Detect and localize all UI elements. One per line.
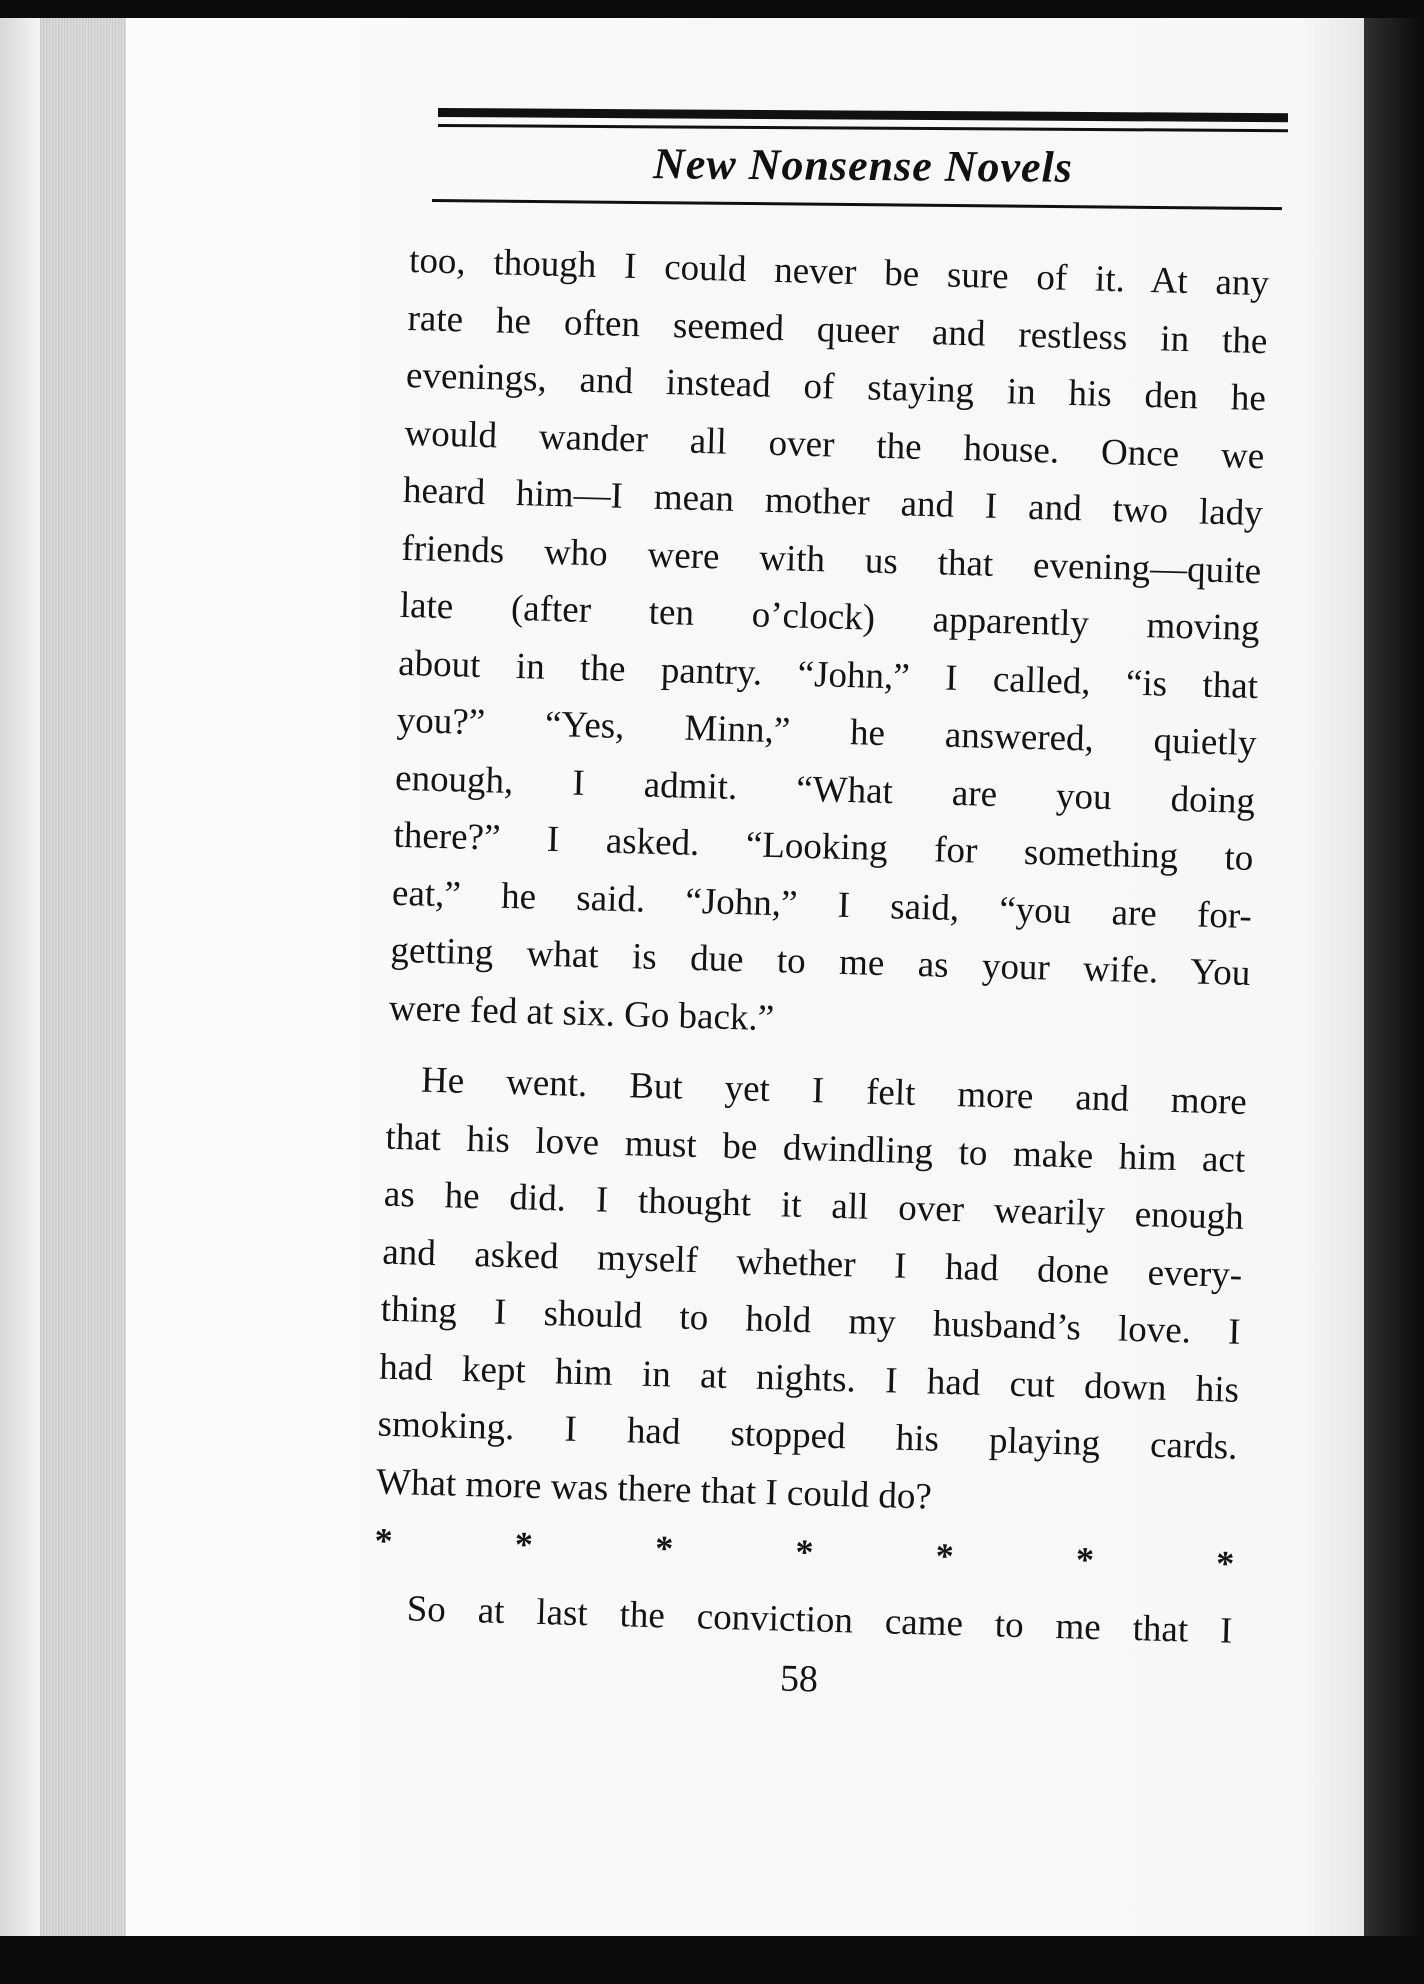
text-line: as he did. I thought it all over wearily enough bbox=[383, 1173, 1245, 1238]
text-line: and asked myself whether I had done every- bbox=[381, 1231, 1243, 1296]
asterisk: * bbox=[1075, 1539, 1095, 1580]
book-spine-shadow bbox=[1364, 18, 1424, 1936]
page-number: 58 bbox=[779, 1657, 819, 1701]
text-line: friends who were with us that evening—quite bbox=[400, 527, 1262, 592]
text-line: would wander all over the house. Once we bbox=[404, 412, 1265, 477]
paragraph-1 bbox=[388, 232, 1269, 1060]
text-line: smoking. I had stopped his playing cards. bbox=[377, 1403, 1238, 1468]
text-line: late (after ten o’clock) apparently moving bbox=[399, 584, 1261, 650]
text-line: you?” “Yes, Minn,” he answered, quietly bbox=[396, 699, 1258, 765]
asterisk: * bbox=[1215, 1543, 1235, 1584]
asterisk: * bbox=[654, 1528, 674, 1569]
text-line: rate he often seemed queer and restless in the bbox=[407, 297, 1268, 362]
text-line: had kept him in at nights. I had cut down his bbox=[378, 1346, 1240, 1411]
asterisk: * bbox=[514, 1524, 534, 1565]
text-line: What more was there that I could do? bbox=[375, 1461, 933, 1518]
running-title: New Nonsense Novels bbox=[652, 139, 1074, 192]
text-line: too, though I could never be sure of it. At any bbox=[408, 239, 1270, 305]
paragraph-2 bbox=[375, 1051, 1247, 1534]
body-text bbox=[372, 232, 1270, 1660]
text-line: that his love must be dwindling to make him act bbox=[384, 1116, 1246, 1181]
text-line: eat,” he said. “John,” I said, “you are for- bbox=[391, 872, 1253, 937]
text-line: He went. But yet I felt more and more bbox=[420, 1059, 1248, 1123]
text-line: about in the pantry. “John,” I called, “is that bbox=[397, 642, 1259, 707]
text-line: evenings, and instead of staying in his den he bbox=[405, 354, 1267, 420]
text-line: getting what is due to me as your wife. You bbox=[390, 929, 1251, 994]
final-text-line: So at last the conviction came to me that I bbox=[406, 1588, 1234, 1652]
text-line: heard him—I mean mother and I and two lady bbox=[402, 469, 1264, 535]
asterisk: * bbox=[374, 1520, 394, 1562]
asterisk: * bbox=[794, 1531, 814, 1573]
text-line: enough, I admit. “What are you doing bbox=[394, 757, 1256, 822]
page-edge bbox=[40, 18, 126, 1936]
text-line: thing I should to hold my husband’s love. I bbox=[380, 1288, 1242, 1353]
text-line: there?” I asked. “Looking for something to bbox=[393, 814, 1254, 880]
asterisk: * bbox=[935, 1535, 955, 1577]
text-line: were fed at six. Go back.” bbox=[388, 987, 775, 1039]
